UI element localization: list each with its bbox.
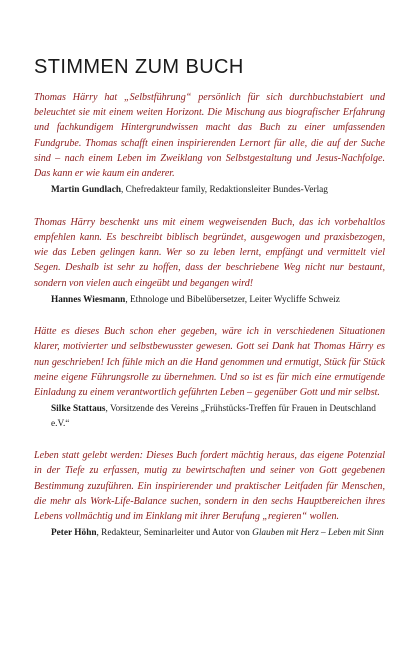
testimonial-quote: Hätte es dieses Buch schon eher gegeben, wäre ich in verschiedenen Situationen klarer, motivierter und selbstbewusster gewesen. Gott sei Dank hat Thomas Härry es nun geschrieben! Ich fühle mich an die Hand genommen und ermutigt, Stück für Stück meine eigene Führungsrolle zu übernehmen. Und so ist es für mich eine ermutigende Einladung zu einem verantwortlich geführten Leben – gegenüber Gott und mir selbst. [34,326,385,399]
testimonial [34,324,385,431]
testimonial-attribution [34,293,385,308]
testimonial-quote: Thomas Härry hat „Selbstführung“ persönlich für sich durchbuchstabiert und beleuchtet sie mit einem weiten Horizont. Die Mischung aus biografischer Erfahrung und fachkundigem Hintergrundwissen macht das Buch zu einer umfassenden Fundgrube. Thomas schafft einen inspirierenden Lernort für alle, die auf der Suche sind – nach einem Leben im Zweiklang von Selbstgestaltung und Jesus-Nachfolge. Das kann er wie kaum ein anderer. [34,92,385,180]
testimonial [34,448,385,541]
page-title: STIMMEN ZUM BUCH [34,56,244,78]
testimonial-author-role: , Redakteur, Seminarleiter und Autor von [96,528,253,539]
testimonial-attribution [34,402,385,431]
testimonial-attribution [34,526,385,541]
testimonial-author-role: , Vorsitzende des Vereins „Frühstücks-Treffen für Frauen in Deutschland e.V.“ [51,404,376,429]
testimonial-author-role: , Chefredakteur family, Redaktionsleiter Bundes-Verlag [121,185,328,196]
testimonial-quote: Thomas Härry beschenkt uns mit einem wegweisenden Buch, das ich vorbehaltlos empfehlen kann. Es beschreibt biblisch begründet, ausgewogen und praxisbezogen, wie das Leben gelingen kann. Wer so zu leben lernt, empfängt und vermittelt viel Segen. Deshalb ist sehr zu hoffen, dass der beschriebene Weg nicht nur bestaunt, sondern von vielen auch eingeübt und begangen wird! [34,216,385,289]
testimonial-author: Hannes Wiesmann [51,294,126,305]
testimonial-book-title: Glauben mit Herz – Leben mit Sinn [252,528,384,539]
testimonial [34,90,385,198]
testimonial-quote: Leben statt gelebt werden: Dieses Buch fordert mächtig heraus, das eigene Potenzial in der Tiefe zu erfassen, mutig zu bewirtschaften und seiner von Gott gegebenen Bestimmung zuzuführen. Ein inspirierender und praktischer Leitfaden für Menschen, die mehr als Work-Life-Balance suchen, sondern in den sechs Hauptbereichen ihres Lebens vollmächtig und im Einklang mit ihrer Berufung „regieren“ wollen. [34,450,385,523]
testimonial [34,215,385,308]
testimonial-author-role: , Ethnologe und Bibelübersetzer, Leiter Wycliffe Schweiz [125,294,340,305]
testimonial-attribution [34,183,385,198]
testimonial-author: Peter Höhn [51,528,97,539]
testimonial-author: Silke Stattaus [51,404,106,415]
testimonial-author: Martin Gundlach [51,185,121,196]
